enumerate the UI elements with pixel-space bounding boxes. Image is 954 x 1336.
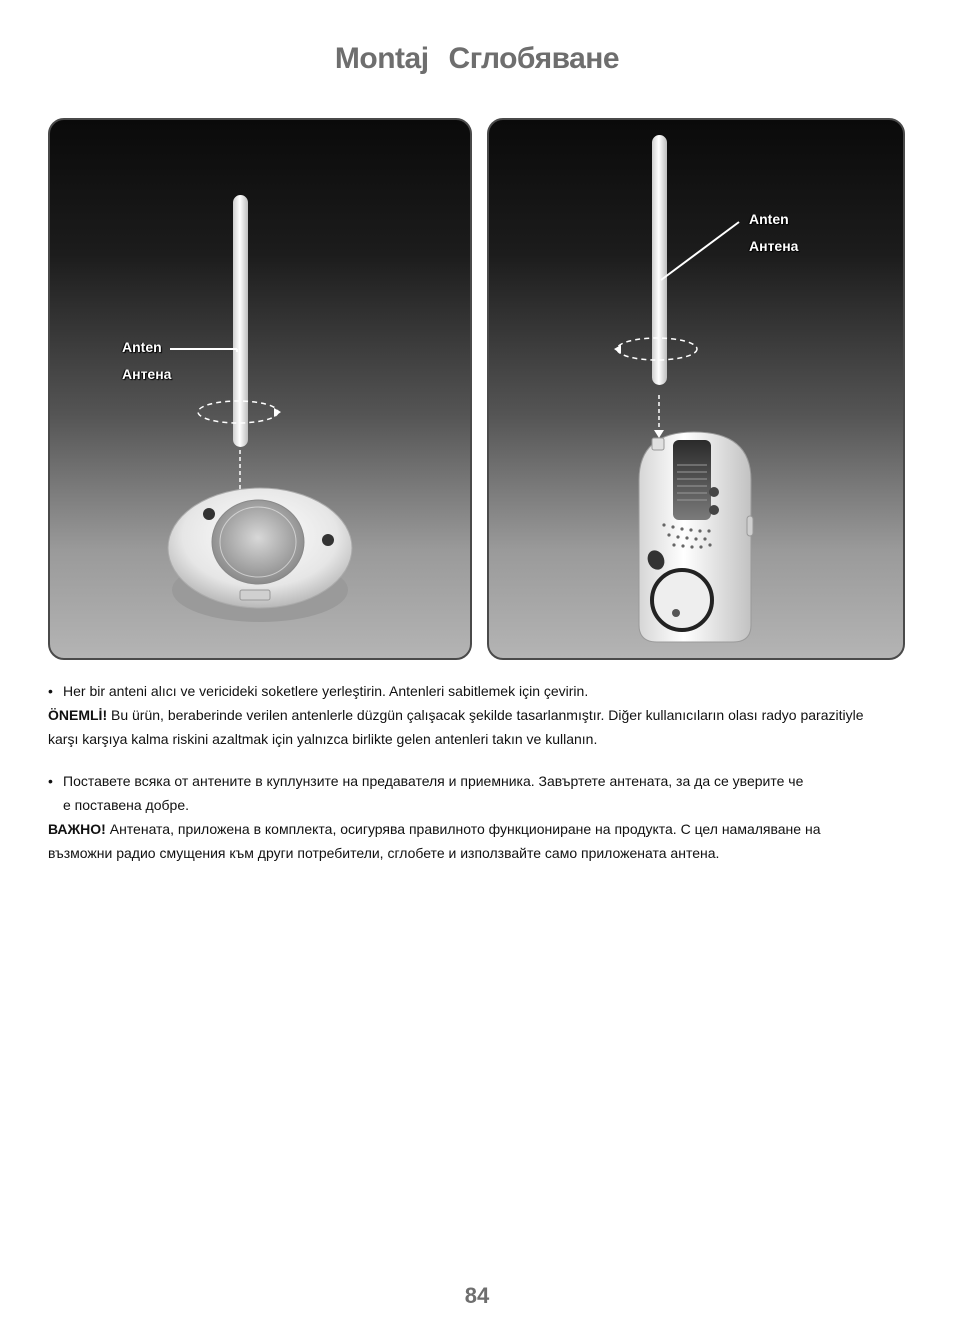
turkish-important-text-1: Bu ürün, beraberinde verilen antenlerle düzgün çalışacak şekilde tasarlanmıştır. Diğer kullanıcıların olası radyo parazitiyle bbox=[107, 707, 864, 723]
bullet-icon: • bbox=[48, 773, 53, 789]
bulgarian-instructions bbox=[48, 769, 908, 865]
antenna-left bbox=[233, 195, 248, 447]
bulgarian-important-text-2: възможни радио смущения към други потребители, сглобете и използвайте само приложената антена. bbox=[48, 845, 720, 861]
callout-label-bg: Антена bbox=[122, 366, 172, 382]
callout-line bbox=[661, 222, 739, 280]
page-number: 84 bbox=[464, 1283, 490, 1308]
callout-label-tr: Anten bbox=[749, 211, 789, 227]
bulgarian-instruction-text-2: е поставена добре. bbox=[63, 797, 189, 813]
callout-label-tr: Anten bbox=[122, 339, 162, 355]
bulgarian-important-text-1: Антената, приложена в комплекта, осигурява правилното функциониране на продукта. С цел намаляване на bbox=[105, 821, 821, 837]
insert-arrowhead-icon bbox=[654, 430, 664, 438]
antenna-socket bbox=[652, 438, 664, 450]
base-button-left bbox=[203, 508, 215, 520]
page-title bbox=[0, 42, 954, 76]
rotate-arrowhead-icon bbox=[614, 345, 621, 354]
base-unit-illustration bbox=[50, 120, 472, 660]
rotate-arrowhead-icon bbox=[274, 408, 281, 417]
bulgarian-important-label: ВАЖНО! bbox=[48, 821, 106, 837]
volume-dial bbox=[652, 570, 712, 630]
side-button bbox=[747, 516, 753, 536]
turkish-bullet-item bbox=[48, 679, 908, 703]
bullet-icon: • bbox=[48, 683, 53, 699]
antenna-right bbox=[652, 135, 667, 385]
antenna-callout-left bbox=[122, 334, 171, 388]
bulgarian-important-note bbox=[48, 817, 908, 841]
parent-unit-illustration bbox=[489, 120, 905, 660]
figure-parent-unit-panel bbox=[487, 118, 905, 660]
base-unit-plate bbox=[212, 500, 304, 584]
turkish-instructions bbox=[48, 679, 908, 751]
bulgarian-bullet-item bbox=[48, 769, 908, 793]
turkish-important-label: ÖNEMLİ! bbox=[48, 707, 108, 723]
base-button-right bbox=[322, 534, 334, 546]
title-turkish: Montaj bbox=[334, 42, 429, 75]
callout-label-bg: Антена bbox=[749, 238, 799, 254]
antenna-callout-right bbox=[749, 206, 798, 260]
indicator-light-1 bbox=[709, 487, 719, 497]
bulgarian-instruction-text-1: Поставете всяка от антените в куплунзите на предавателя и приемника. Завъртете антената, за да се уверите че bbox=[63, 773, 804, 789]
turkish-instruction-text: Her bir anteni alıcı ve vericideki soketlere yerleştirin. Antenleri sabitlemek için çevirin. bbox=[63, 683, 589, 699]
belt-clip bbox=[673, 440, 711, 520]
indicator-light-2 bbox=[709, 505, 719, 515]
turkish-important-text-2: karşı karşıya kalma riskini azaltmak için yalnızca birlikte gelen antenleri takın ve kullanın. bbox=[48, 731, 598, 747]
figure-base-unit-panel bbox=[48, 118, 472, 660]
title-bulgarian: Сглобяване bbox=[448, 42, 620, 75]
brand-logo bbox=[240, 590, 270, 600]
turkish-important-note bbox=[48, 703, 908, 727]
